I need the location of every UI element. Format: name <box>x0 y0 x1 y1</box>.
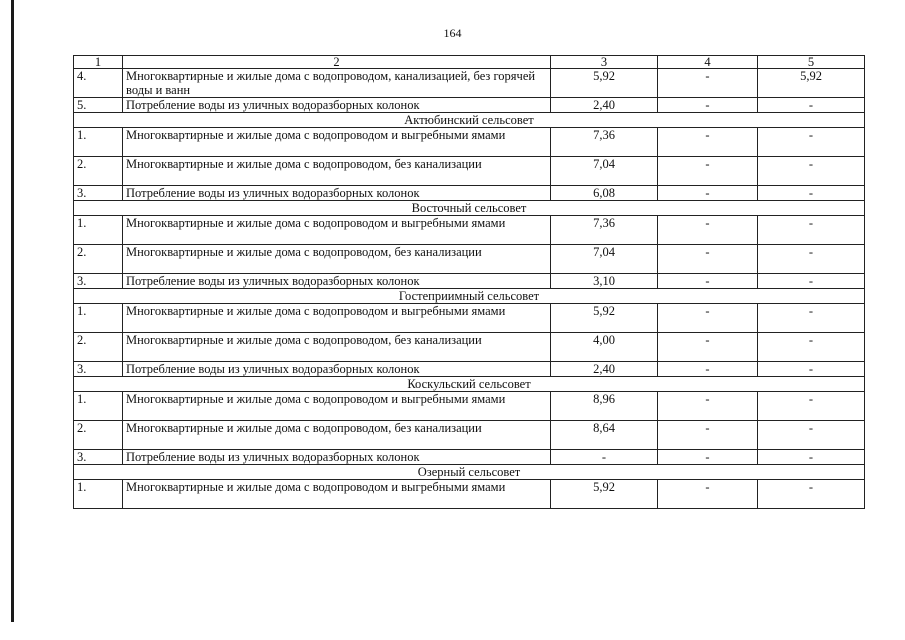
section-title: Восточный сельсовет <box>74 201 865 216</box>
header-col-2: 2 <box>123 56 551 69</box>
row-number: 2. <box>74 421 123 450</box>
row-value-col4: - <box>658 128 758 157</box>
section-header-row <box>74 289 865 304</box>
page-left-edge-bar <box>11 0 14 622</box>
row-value-col5: - <box>758 98 865 113</box>
row-description: Многоквартирные и жилые дома с водопроводом, без канализации <box>123 333 551 362</box>
row-number: 3. <box>74 186 123 201</box>
row-number: 1. <box>74 392 123 421</box>
row-value-col5: - <box>758 128 865 157</box>
page-number: 164 <box>443 26 462 40</box>
table-row <box>74 362 865 377</box>
row-value-col5: - <box>758 245 865 274</box>
row-number: 3. <box>74 362 123 377</box>
row-number: 1. <box>74 128 123 157</box>
table-row <box>74 392 865 421</box>
row-description: Многоквартирные и жилые дома с водопроводом и выгребными ямами <box>123 216 551 245</box>
section-title: Озерный сельсовет <box>74 465 865 480</box>
row-value-col3: 2,40 <box>551 98 658 113</box>
header-col-3: 3 <box>551 56 658 69</box>
row-description: Многоквартирные и жилые дома с водопроводом, без канализации <box>123 421 551 450</box>
row-value-col3: 4,00 <box>551 333 658 362</box>
row-value-col3: 5,92 <box>551 304 658 333</box>
row-description: Потребление воды из уличных водоразборных колонок <box>123 362 551 377</box>
row-value-col3: 7,36 <box>551 216 658 245</box>
row-value-col5: - <box>758 450 865 465</box>
row-value-col3: 8,96 <box>551 392 658 421</box>
row-value-col4: - <box>658 245 758 274</box>
section-header-row <box>74 377 865 392</box>
water-norms-table <box>73 55 865 509</box>
row-value-col3: 7,36 <box>551 128 658 157</box>
row-number: 2. <box>74 245 123 274</box>
row-number: 4. <box>74 69 123 98</box>
section-header-row <box>74 201 865 216</box>
row-value-col4: - <box>658 480 758 509</box>
row-value-col3: 3,10 <box>551 274 658 289</box>
row-value-col4: - <box>658 216 758 245</box>
row-value-col4: - <box>658 304 758 333</box>
header-col-5: 5 <box>758 56 865 69</box>
table-row <box>74 245 865 274</box>
row-description: Потребление воды из уличных водоразборных колонок <box>123 450 551 465</box>
table-row <box>74 98 865 113</box>
table-header-row <box>74 56 865 69</box>
row-description: Потребление воды из уличных водоразборных колонок <box>123 274 551 289</box>
row-number: 3. <box>74 450 123 465</box>
table-row <box>74 304 865 333</box>
row-description: Многоквартирные и жилые дома с водопроводом и выгребными ямами <box>123 480 551 509</box>
row-value-col3: 6,08 <box>551 186 658 201</box>
row-value-col5: 5,92 <box>758 69 865 98</box>
row-value-col4: - <box>658 333 758 362</box>
row-value-col5: - <box>758 304 865 333</box>
row-value-col5: - <box>758 392 865 421</box>
row-value-col5: - <box>758 157 865 186</box>
row-value-col3: 7,04 <box>551 157 658 186</box>
row-value-col5: - <box>758 421 865 450</box>
row-number: 1. <box>74 480 123 509</box>
table-row <box>74 421 865 450</box>
header-col-1: 1 <box>74 56 123 69</box>
section-title: Коскульский сельсовет <box>74 377 865 392</box>
section-header-row <box>74 465 865 480</box>
row-value-col4: - <box>658 157 758 186</box>
table-body <box>74 56 865 509</box>
row-value-col4: - <box>658 98 758 113</box>
row-description: Многоквартирные и жилые дома с водопроводом, без канализации <box>123 157 551 186</box>
table-row <box>74 69 865 98</box>
row-description: Потребление воды из уличных водоразборных колонок <box>123 186 551 201</box>
row-value-col3: - <box>551 450 658 465</box>
row-description: Многоквартирные и жилые дома с водопроводом и выгребными ямами <box>123 392 551 421</box>
row-value-col5: - <box>758 274 865 289</box>
row-number: 2. <box>74 333 123 362</box>
row-number: 1. <box>74 304 123 333</box>
row-value-col4: - <box>658 69 758 98</box>
row-number: 2. <box>74 157 123 186</box>
row-description: Многоквартирные и жилые дома с водопроводом и выгребными ямами <box>123 304 551 333</box>
row-value-col3: 8,64 <box>551 421 658 450</box>
row-value-col3: 7,04 <box>551 245 658 274</box>
row-value-col5: - <box>758 186 865 201</box>
row-description: Многоквартирные и жилые дома с водопроводом, без канализации <box>123 245 551 274</box>
row-value-col4: - <box>658 186 758 201</box>
row-description: Потребление воды из уличных водоразборных колонок <box>123 98 551 113</box>
table-row <box>74 450 865 465</box>
section-header-row <box>74 113 865 128</box>
section-title: Актюбинский сельсовет <box>74 113 865 128</box>
row-value-col5: - <box>758 362 865 377</box>
row-value-col4: - <box>658 421 758 450</box>
row-value-col3: 2,40 <box>551 362 658 377</box>
row-description: Многоквартирные и жилые дома с водопроводом и выгребными ямами <box>123 128 551 157</box>
row-value-col3: 5,92 <box>551 69 658 98</box>
table-row <box>74 480 865 509</box>
table-row <box>74 157 865 186</box>
table-row <box>74 274 865 289</box>
table-row <box>74 128 865 157</box>
row-number: 5. <box>74 98 123 113</box>
row-number: 3. <box>74 274 123 289</box>
table-row <box>74 333 865 362</box>
row-value-col4: - <box>658 274 758 289</box>
row-value-col4: - <box>658 362 758 377</box>
row-value-col5: - <box>758 216 865 245</box>
row-value-col5: - <box>758 480 865 509</box>
table-row <box>74 186 865 201</box>
row-value-col3: 5,92 <box>551 480 658 509</box>
row-value-col4: - <box>658 450 758 465</box>
row-description: Многоквартирные и жилые дома с водопроводом, канализацией, без горячей воды и ванн <box>123 69 551 98</box>
section-title: Гостеприимный сельсовет <box>74 289 865 304</box>
header-col-4: 4 <box>658 56 758 69</box>
row-number: 1. <box>74 216 123 245</box>
row-value-col4: - <box>658 392 758 421</box>
table-row <box>74 216 865 245</box>
row-value-col5: - <box>758 333 865 362</box>
